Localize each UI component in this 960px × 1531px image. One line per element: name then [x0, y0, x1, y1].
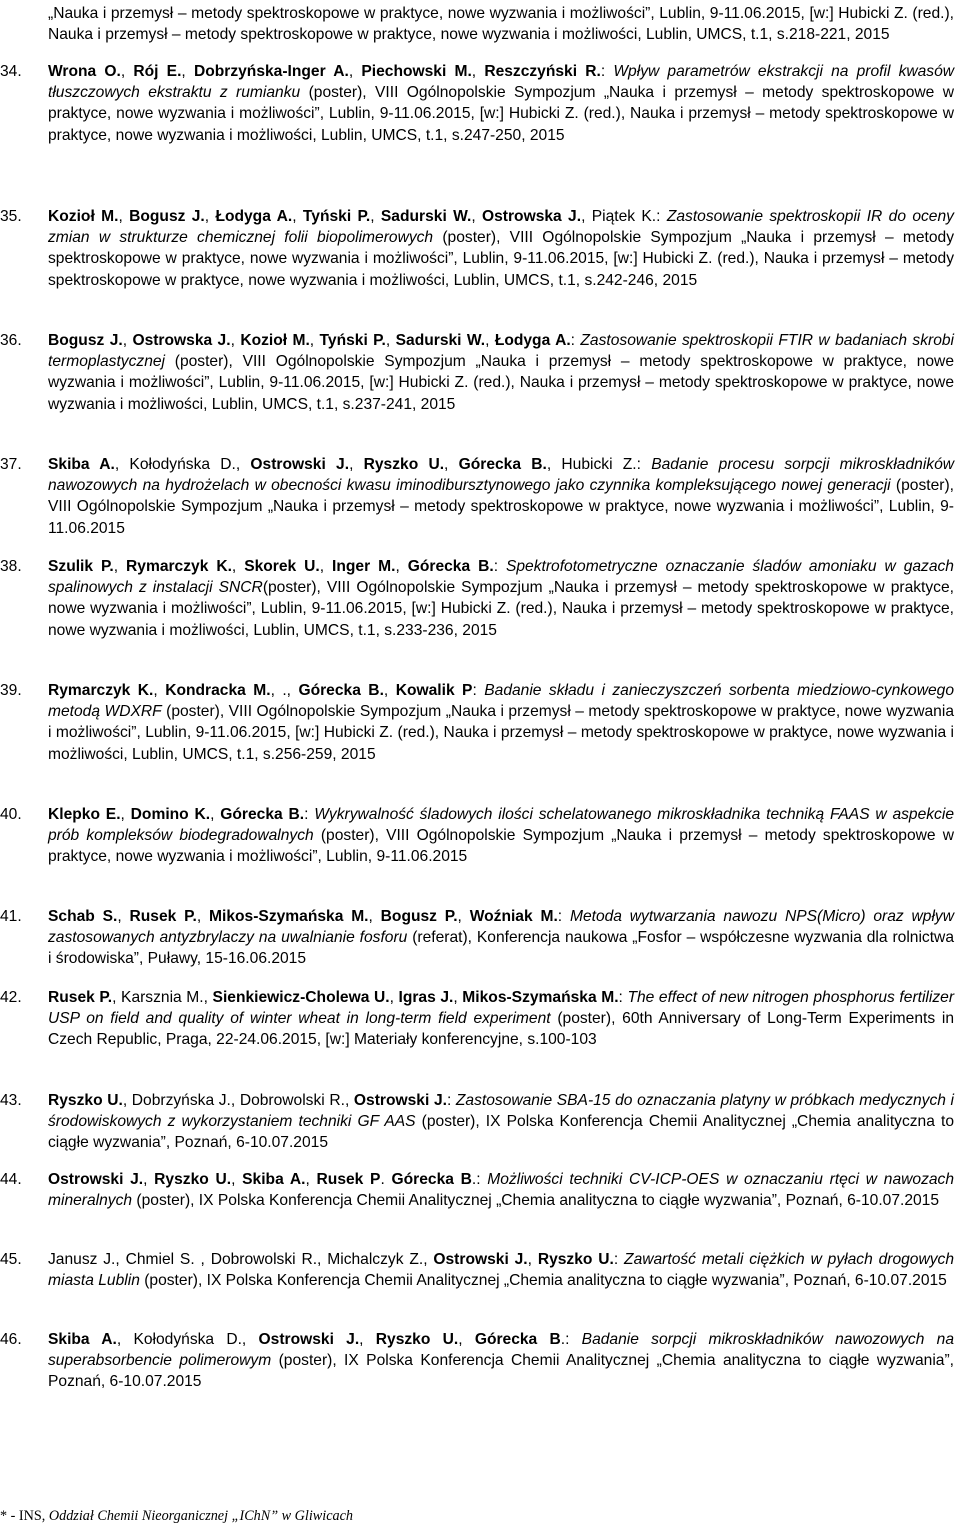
- footnote: [0, 1507, 353, 1525]
- citation-text: ,: [230, 332, 241, 349]
- author-name: Rój E.: [133, 63, 182, 80]
- publication-title: The effect of new nitrogen phosphorus fertilizer USP on field and quality of winter wheat in long-term field experiment: [48, 989, 955, 1028]
- author-name: Górecka B.: [298, 682, 384, 699]
- footnote-prefix: * - INS,: [0, 1508, 49, 1524]
- citation-text: (poster), IX Polska Konferencja Chemii Analitycznej „Chemia analityczna to ciągłe wyzwania”, Poznań, 6-10.07.2015: [139, 1272, 947, 1290]
- citation-text: (poster), IX Polska Konferencja Chemii Analitycznej „Chemia analityczna to ciągłe wyzwania”, Poznań, 6-10.07.2015: [48, 1113, 954, 1152]
- citation-text: ,: [319, 558, 333, 575]
- entry-number: 42.: [0, 989, 22, 1006]
- entry-number: 37.: [0, 456, 22, 473]
- author-name: Rusek P.: [129, 908, 197, 925]
- footnote-institution: Oddział Chemii Nieorganicznej „IChN” w Gliwicach: [48, 1508, 353, 1524]
- author-name: Szulik P.: [48, 558, 114, 575]
- author-name: Wrona O.: [48, 63, 121, 80]
- entry-citation: [48, 1169, 954, 1211]
- author-name: Sadurski W.: [395, 332, 486, 349]
- author-name: Kozioł M.: [240, 332, 310, 349]
- author-name: Bogusz J.: [129, 208, 205, 225]
- author-name: Ostrowski J.: [353, 1092, 447, 1109]
- citation-text: ,: [118, 208, 130, 225]
- citation-text: ,: [120, 806, 131, 823]
- publication-title: Zastosowanie spektroskopii FTIR w badaniach skrobi termoplastycznej: [48, 332, 955, 371]
- citation-text: (poster), VIII Ogólnopolskie Sympozjum „Nauka i przemysł – metody spektroskopowe w praktyce, nowe wyzwania i możliwości”, Lublin, 9-11.06.2015, [w:] Hubicki Z. (red.), Nauka i przemysł – metody spektroskopowe w praktyce, nowe wyzwania i możliwości, Lublin, UMCS, t.1, s.233-236, 2015: [48, 579, 954, 639]
- citation-text: ,: [471, 63, 485, 80]
- author-name: Rusek P.: [48, 989, 113, 1006]
- citation-text: ,: [359, 1331, 376, 1348]
- author-name: Mikos-Szymańska M.: [209, 908, 369, 925]
- citation-text: (poster), 60th Anniversary of Long-Term Experiments in Czech Republic, Praga, 22-24.06.2015, [w:] Materiały konferencyjne, s.100-103: [48, 1010, 954, 1049]
- author-name: Skiba A.: [48, 1331, 117, 1348]
- citation-text: , Kołodyńska D.,: [116, 1331, 259, 1348]
- publication-entry: [0, 1169, 954, 1211]
- citation-text: :: [472, 682, 485, 699]
- citation-text: (poster), IX Polska Konferencja Chemii Analitycznej „Chemia analityczna to ciągłe wyzwania”, Poznań, 6-10.07.2015: [132, 1192, 940, 1210]
- entry-citation: [48, 987, 954, 1051]
- citation-text: , Karsznia M.,: [112, 989, 213, 1006]
- citation-text: ,: [210, 806, 221, 823]
- entry-number: 43.: [0, 1092, 22, 1109]
- author-name: Sienkiewicz-Cholewa U.: [212, 989, 390, 1006]
- author-name: Ryszko U.: [48, 1092, 123, 1109]
- citation-text: :: [304, 806, 315, 823]
- citation-text: ,: [453, 989, 463, 1006]
- publication-title: Badanie procesu sorpcji mikroskładników nawozowych na hydrożelach w obecności kwasu iminodibursztynowego jako czynnika kompleksującego nowej generacji: [48, 456, 955, 495]
- citation-text: ,: [485, 332, 495, 349]
- citation-text: ,: [181, 63, 194, 80]
- author-name: Ryszko U.: [375, 1331, 459, 1348]
- author-name: Dobrzyńska-Inger A.: [193, 63, 349, 80]
- publication-title: Metoda wytwarzania nawozu NPS(Micro) oraz wpływ zastosowanych antyzbrylaczy na uwalnianie fosforu: [48, 908, 954, 947]
- citation-text: .:: [471, 1171, 488, 1188]
- author-name: Kowalik P: [395, 682, 473, 699]
- entry-citation: [48, 804, 954, 868]
- author-name: Woźniak M.: [469, 908, 558, 925]
- author-name: Bogusz P.: [380, 908, 458, 925]
- entry-citation: [48, 206, 954, 291]
- citation-text: (poster), IX Polska Konferencja Chemii Analitycznej „Chemia analityczna to ciągłe wyzwania”, Poznań, 6-10.07.2015: [48, 1352, 954, 1391]
- citation-text: ,: [113, 558, 127, 575]
- entry-citation: [48, 1329, 954, 1393]
- citation-text: :: [557, 908, 570, 925]
- author-name: Tyński P.: [302, 208, 371, 225]
- citation-text: .:: [560, 1331, 582, 1348]
- citation-text: ,: [348, 63, 362, 80]
- entry-citation: [48, 556, 954, 641]
- author-name: Skiba A.: [242, 1171, 306, 1188]
- citation-text: ,: [457, 908, 470, 925]
- entry-citation: [48, 1090, 954, 1154]
- citation-text: ,: [153, 682, 166, 699]
- citation-text: :: [613, 1251, 625, 1268]
- citation-text: :: [618, 989, 628, 1006]
- citation-text: , .,: [270, 682, 299, 699]
- citation-text: (poster), VIII Ogólnopolskie Sympozjum „Nauka i przemysł – metody spektroskopowe w praktyce, nowe wyzwania i możliwości”, Lublin, 9-11.06.2015: [48, 477, 954, 537]
- entry-citation: [48, 906, 954, 970]
- citation-text: ,: [305, 1171, 317, 1188]
- author-name: Mikos-Szymańska M.: [462, 989, 619, 1006]
- entry-number: 36.: [0, 332, 22, 349]
- author-name: Skiba A.: [48, 456, 115, 473]
- publication-title: Badanie sorpcji mikroskładników nawozowych na superabsorbencie polimerowym: [48, 1331, 954, 1370]
- citation-text: ,: [117, 908, 130, 925]
- citation-text: ,: [368, 908, 381, 925]
- author-name: Inger M.: [332, 558, 396, 575]
- publication-entry: [0, 206, 954, 291]
- author-name: Górecka B.: [407, 558, 494, 575]
- citation-text: ,: [471, 208, 482, 225]
- entry-number: 38.: [0, 558, 22, 575]
- publication-title: Zastosowanie spektroskopii IR do oceny zmian w strukturze chemicznej folii biopolimerowych: [48, 208, 954, 247]
- author-name: Sadurski W.: [380, 208, 472, 225]
- citation-text: :: [600, 63, 614, 80]
- author-name: Schab S.: [48, 908, 118, 925]
- publication-entry: [0, 454, 954, 539]
- citation-text: , Piątek K.:: [581, 208, 667, 225]
- author-name: Ryszko U.: [537, 1251, 614, 1268]
- author-name: Rymarczyk K.: [48, 682, 154, 699]
- publication-entry: [0, 987, 954, 1051]
- publication-entry: [0, 906, 954, 970]
- author-name: Ryszko U.: [363, 456, 445, 473]
- citation-text: :: [493, 558, 506, 575]
- citation-text: ,: [231, 558, 245, 575]
- entry-citation: [48, 1249, 954, 1291]
- author-name: Górecka B: [391, 1171, 472, 1188]
- author-name: Rymarczyk K.: [126, 558, 232, 575]
- author-name: Klepko E.: [48, 806, 121, 823]
- citation-text: (poster), VIII Ogólnopolskie Sympozjum „Nauka i przemysł – metody spektroskopowe w praktyce, nowe wyzwania i możliwości”, Lublin, 9-11.06.2015, [w:] Hubicki Z. (red.), Nauka i przemysł – metody spektroskopowe w praktyce, nowe wyzwania i możliwości, Lublin, UMCS, t.1, s.242-246, 2015: [48, 229, 955, 289]
- author-name: Tyński P.: [319, 332, 386, 349]
- citation-text: ,: [204, 208, 216, 225]
- author-name: Ostrowski J.: [433, 1251, 528, 1268]
- author-name: Łodyga A.: [215, 208, 293, 225]
- author-name: Kondracka M.: [165, 682, 271, 699]
- citation-text: , Dobrzyńska J., Dobrowolski R.,: [122, 1092, 354, 1109]
- citation-text: ,: [231, 1171, 243, 1188]
- author-name: Piechowski M.: [361, 63, 472, 80]
- publication-entry: [0, 330, 954, 415]
- publication-title: Wykrywalność śladowych ilości schelatowanego mikroskładnika techniką FAAS w aspekcie prób kompleksów biodegradowalnych: [48, 806, 954, 845]
- entry-continuation: „Nauka i przemysł – metody spektroskopowe w praktyce, nowe wyzwania i możliwości”, Lublin, 9-11.06.2015, [w:] Hubicki Z. (red.), Nauka i przemysł – metody spektroskopowe w praktyce, nowe wyzwania i możliwości, Lublin, UMCS, t.1, s.218-221, 2015: [48, 5, 954, 44]
- publication-title: Zawartość metali ciężkich w pyłach drogowych miasta Lublin: [48, 1251, 955, 1290]
- author-name: Domino K.: [130, 806, 211, 823]
- citation-text: ,: [143, 1171, 155, 1188]
- citation-text: , Hubicki Z.:: [546, 456, 652, 473]
- citation-text: ,: [120, 63, 134, 80]
- citation-text: , Kołodyńska D.,: [114, 456, 251, 473]
- citation-text: (poster), VIII Ogólnopolskie Sympozjum „Nauka i przemysł – metody spektroskopowe w praktyce, nowe wyzwania i możliwości”, Lublin, 9-11.06.2015, [w:] Hubicki Z. (red.), Nauka i przemysł – metody spektroskopowe w praktyce, nowe wyzwania i możliwości, Lublin, UMCS, t.1, s.247-250, 2015: [48, 84, 954, 144]
- citation-text: :: [446, 1092, 456, 1109]
- author-name: Igras J.: [398, 989, 454, 1006]
- author-name: Górecka B: [474, 1331, 561, 1348]
- citation-text: ,: [383, 682, 396, 699]
- citation-text: (poster), VIII Ogólnopolskie Sympozjum „Nauka i przemysł – metody spektroskopowe w praktyce, nowe wyzwania i możliwości”, Lublin, 9-11.06.2015, [w:] Hubicki Z. (red.), Nauka i przemysł – metody spektroskopowe w praktyce, nowe wyzwania i możliwości, Lublin, UMCS, t.1, s.237-241, 2015: [48, 353, 954, 413]
- citation-text: :: [570, 332, 581, 349]
- citation-text: ,: [527, 1251, 538, 1268]
- entry-citation: [48, 680, 954, 765]
- citation-text: .: [380, 1171, 392, 1188]
- citation-text: ,: [370, 208, 381, 225]
- entry-number: 45.: [0, 1251, 22, 1268]
- publication-title: Wpływ parametrów ekstrakcji na profil kwasów tłuszczowych ekstraktu z rumianku: [48, 63, 955, 102]
- entry-number: 35.: [0, 208, 22, 225]
- publication-title: Możliwości techniki CV-ICP-OES w oznaczaniu rtęci w nawozach mineralnych: [48, 1171, 955, 1210]
- citation-text: (referat), Konferencja naukowa „Fosfor – współczesne wyzwania dla rolnictwa i środowiska”, Puławy, 15-16.06.2015: [48, 929, 954, 968]
- author-name: Bogusz J.: [48, 332, 123, 349]
- citation-text: ,: [349, 456, 364, 473]
- citation-text: (poster), VIII Ogólnopolskie Sympozjum „Nauka i przemysł – metody spektroskopowe w praktyce, nowe wyzwania i możliwości”, Lublin, 9-11.06.2015: [48, 827, 955, 866]
- citation-text: ,: [458, 1331, 475, 1348]
- publication-title: Zastosowanie SBA-15 do oznaczania platyny w próbkach medycznych i środowiskowych z wykorzystaniem techniki GF AAS: [48, 1092, 955, 1131]
- publication-entry: [0, 1249, 954, 1291]
- author-name: Rusek P: [316, 1171, 381, 1188]
- entry-number: 39.: [0, 682, 22, 699]
- citation-text: ,: [196, 908, 210, 925]
- author-name: Górecka B.: [458, 456, 547, 473]
- author-name: Ostrowska J.: [132, 332, 231, 349]
- citation-text: ,: [389, 989, 399, 1006]
- author-name: Górecka B.: [220, 806, 305, 823]
- citation-text: ,: [395, 558, 408, 575]
- entry-number: 40.: [0, 806, 22, 823]
- citation-text: Janusz J., Chmiel S. , Dobrowolski R., Michalczyk Z.,: [48, 1251, 434, 1268]
- citation-text: ,: [444, 456, 459, 473]
- author-name: Ostrowska J.: [481, 208, 582, 225]
- publication-title: Badanie składu i zanieczyszczeń sorbenta miedziowo-cynkowego metodą WDXRF: [48, 682, 954, 721]
- publication-entry: [0, 1090, 954, 1154]
- author-name: Skorek U.: [244, 558, 320, 575]
- citation-text: ,: [385, 332, 396, 349]
- author-name: Łodyga A.: [494, 332, 571, 349]
- publication-entry: [0, 61, 954, 146]
- entry-citation: [48, 61, 954, 146]
- citation-text: ,: [292, 208, 303, 225]
- publication-entry: [0, 1329, 954, 1393]
- publication-entry: [0, 556, 954, 641]
- citation-text: ,: [122, 332, 133, 349]
- publication-entry: [0, 680, 954, 765]
- entry-citation: [48, 330, 954, 415]
- citation-text: ,: [309, 332, 320, 349]
- entry-number: 34.: [0, 63, 22, 80]
- author-name: Ostrowski J.: [250, 456, 350, 473]
- entry-number: 44.: [0, 1171, 22, 1188]
- author-name: Ostrowski J.: [258, 1331, 360, 1348]
- author-name: Ryszko U.: [154, 1171, 232, 1188]
- author-name: Kozioł M.: [48, 208, 119, 225]
- entry-number: 41.: [0, 908, 22, 925]
- publication-title: Spektrofotometryczne oznaczanie śladów amoniaku w gazach spalinowych z instalacji SNCR: [48, 558, 954, 597]
- author-name: Reszczyński R.: [484, 63, 601, 80]
- citation-text: (poster), VIII Ogólnopolskie Sympozjum „Nauka i przemysł – metody spektroskopowe w praktyce, nowe wyzwania i możliwości”, Lublin, 9-11.06.2015, [w:] Hubicki Z. (red.), Nauka i przemysł – metody spektroskopowe w praktyce, nowe wyzwania i możliwości, Lublin, UMCS, t.1, s.256-259, 2015: [48, 703, 954, 763]
- entry-number: 46.: [0, 1331, 22, 1348]
- publication-entry: [0, 804, 954, 868]
- author-name: Ostrowski J.: [48, 1171, 144, 1188]
- entry-citation: [48, 454, 954, 539]
